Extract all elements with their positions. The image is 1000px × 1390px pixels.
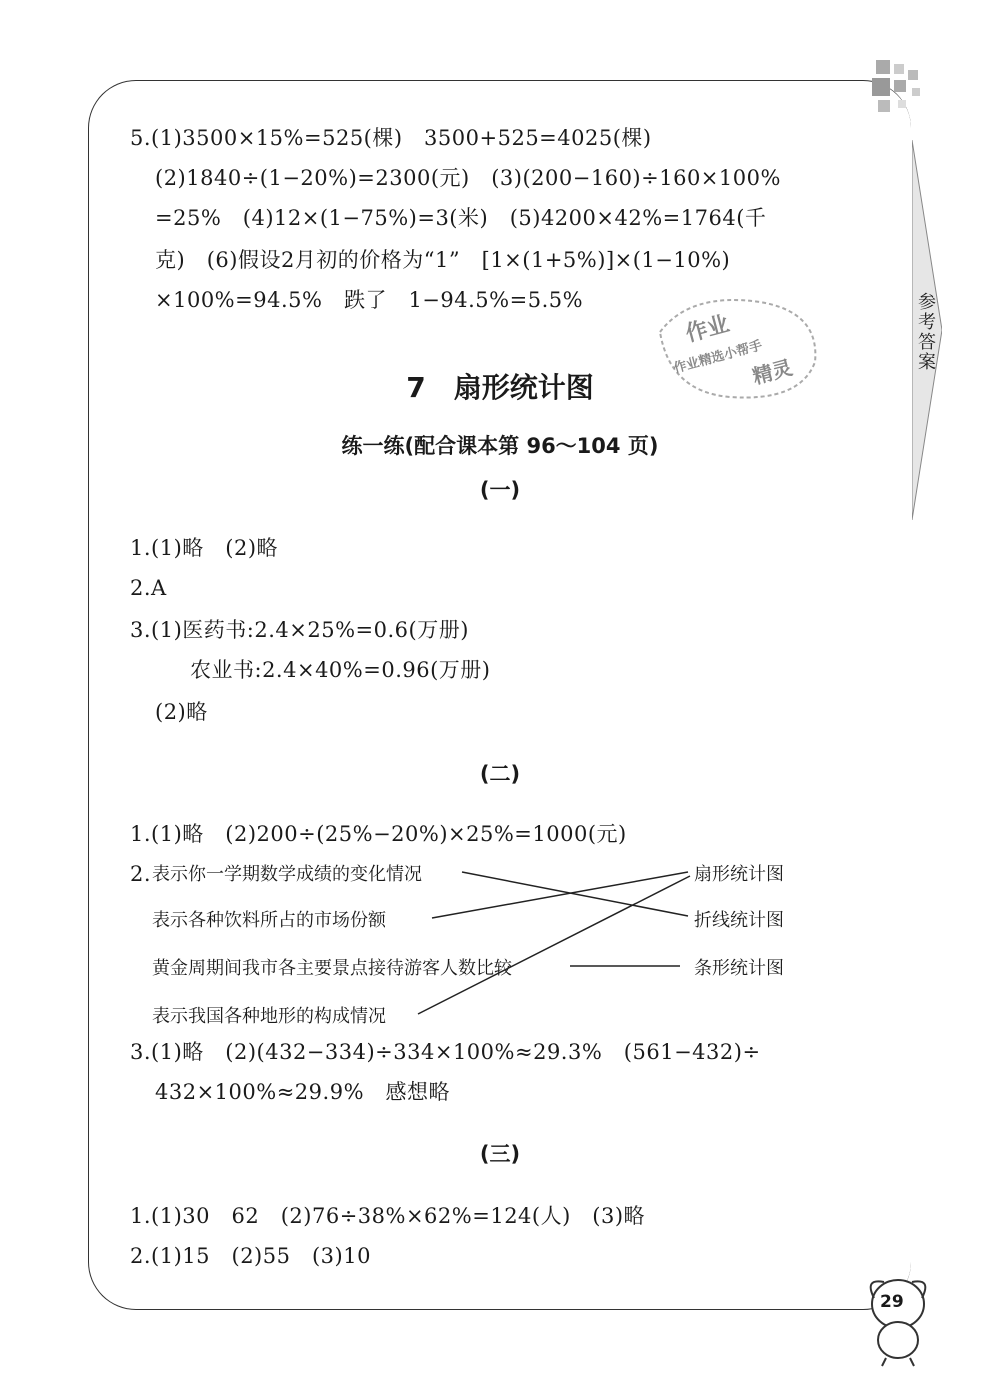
page-number: 29 — [880, 1292, 904, 1312]
answer-line: 1.(1)略 (2)200÷(25%−20%)×25%=1000(元) — [130, 822, 627, 846]
answer-line: ×100%=94.5% 跌了 1−94.5%=5.5% — [155, 288, 584, 312]
chapter-title: 7 扇形统计图 — [406, 371, 594, 404]
part-heading: (二) — [479, 762, 521, 786]
match-left-item: 黄金周期间我市各主要景点接待游客人数比较 — [152, 958, 512, 979]
chapter-subtitle: 练一练(配合课本第 96～104 页) — [341, 434, 659, 458]
answer-line: 432×100%≈29.9% 感想略 — [155, 1080, 451, 1104]
match-left-item: 表示你一学期数学成绩的变化情况 — [152, 864, 422, 885]
match-line — [432, 872, 688, 918]
stamp-text-2: 作业精选小帮手 — [672, 338, 764, 377]
answer-line: 2.A — [130, 576, 167, 600]
answer-line: 农业书:2.4×40%=0.96(万册) — [190, 658, 491, 682]
answer-line: 1.(1)30 62 (2)76÷38%×62%=124(人) (3)略 — [130, 1204, 646, 1228]
answer-line: 3.(1)医药书:2.4×25%=0.6(万册) — [130, 618, 469, 642]
answer-line: (2)1840÷(1−20%)=2300(元) (3)(200−160)÷160×100% — [155, 166, 781, 190]
part-heading: (一) — [479, 478, 521, 502]
question-number: 2. — [130, 862, 152, 886]
side-tab-label: 参考答案 — [915, 292, 936, 372]
match-right-item: 扇形统计图 — [694, 864, 784, 885]
match-left-item: 表示我国各种地形的构成情况 — [152, 1006, 386, 1027]
answer-line: 2.(1)15 (2)55 (3)10 — [130, 1244, 371, 1268]
stamp-text-3: 精灵 — [749, 355, 795, 389]
answer-line: =25% (4)12×(1−75%)=3(米) (5)4200×42%=1764(千 — [155, 206, 767, 230]
answer-line: 5.(1)3500×15%=525(棵) 3500+525=4025(棵) — [130, 126, 652, 150]
mascot-icon — [858, 1268, 938, 1368]
stamp-text-1: 作业 — [683, 311, 733, 348]
answer-line: 3.(1)略 (2)(432−334)÷334×100%≈29.3% (561−432)÷ — [130, 1040, 761, 1064]
match-right-item: 折线统计图 — [694, 910, 784, 931]
part-heading: (三) — [479, 1142, 521, 1166]
answer-line: 1.(1)略 (2)略 — [130, 536, 279, 560]
answer-line: 克) (6)假设2月初的价格为“1” [1×(1+5%)]×(1−10%) — [155, 248, 731, 272]
match-left-item: 表示各种饮料所占的市场份额 — [152, 910, 386, 931]
match-right-item: 条形统计图 — [694, 958, 784, 979]
answer-line: (2)略 — [155, 700, 208, 724]
